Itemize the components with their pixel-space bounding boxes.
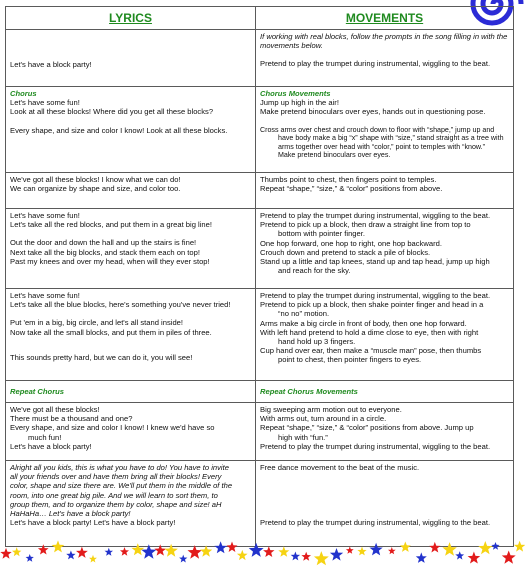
- movement-line: Pretend to play the trumpet during instrumental, wiggling to the beat.: [260, 211, 491, 220]
- chorus-title: Chorus: [10, 89, 37, 98]
- star-icon: [442, 542, 456, 556]
- star-icon: [278, 546, 289, 557]
- movements-note: If working with real blocks, follow the prompts in the song filling in with the movements below.: [260, 32, 508, 51]
- lyrics-cell: [6, 173, 256, 209]
- star-icon: [0, 548, 11, 559]
- movement-line: One hop forward, one hop to right, one hop backward.: [260, 238, 442, 248]
- star-icon: [455, 551, 464, 559]
- star-icon: [370, 543, 383, 556]
- movement-line: Pretend to play the trumpet during instrumental, wiggling to the beat.: [260, 59, 491, 69]
- movement-line: Stand up a little and tap knees, stand up and tap head, jump up high: [260, 257, 490, 267]
- movement-line: Pretend to pick up a block, then draw a straight line from top to: [260, 220, 471, 230]
- movements-cell: [256, 381, 514, 403]
- star-icon: [416, 552, 427, 563]
- movement-line: With arms out, turn around in a circle.: [260, 414, 387, 424]
- lyric-line: We can organize by shape and size, and color too.: [10, 184, 181, 194]
- star-icon: [388, 547, 396, 554]
- movement-line: Pretend to pick up a block, then shake pointer finger and head in a: [260, 300, 484, 310]
- star-icon: [105, 548, 114, 556]
- lyric-line: Let's have some fun!: [10, 98, 80, 108]
- lyric-line: Let's have a block party! Let's have a block party!: [10, 518, 176, 528]
- movement-line: Pretend to play the trumpet during instrumental, wiggling to the beat.: [260, 291, 491, 300]
- movements-cell: [256, 30, 514, 87]
- lyric-line: This sounds pretty hard, but we can do it, you will see!: [10, 352, 193, 362]
- star-icon: [52, 540, 65, 552]
- movement-line: point to chest, then pointer fingers to eyes.: [278, 355, 422, 365]
- lyric-line: Now take all the small blocks, and put them in piles of three.: [10, 327, 212, 337]
- star-icon: [26, 554, 34, 562]
- star-icon: [263, 546, 274, 557]
- star-icon: [154, 544, 166, 555]
- table-row: [6, 173, 514, 209]
- star-icon: [12, 547, 21, 556]
- table-row: [6, 87, 514, 173]
- lyric-line: Let's take all the blue blocks, here's something you've never tried!: [10, 300, 231, 310]
- lyric-line: Let's have some fun!: [10, 291, 80, 300]
- star-icon: [89, 555, 97, 563]
- header-row: [6, 7, 514, 30]
- star-icon: [120, 547, 129, 556]
- movement-line: With left hand pretend to hold a dime close to eye, then with right: [260, 327, 479, 337]
- movements-cell: [256, 87, 514, 173]
- star-icon: [314, 551, 329, 565]
- movement-line: Pretend to play the trumpet during instrumental, wiggling to the beat.: [260, 518, 491, 528]
- lyric-line: We've got all these blocks!: [10, 405, 100, 414]
- movements-cell: [256, 289, 514, 381]
- movement-line: have body make a big “x” shape with “size,” stand straight as a tree with: [278, 134, 504, 143]
- table-row: [6, 30, 514, 87]
- star-icon: [188, 545, 202, 559]
- lyric-line: We've got all these blocks! I know what we can do!: [10, 175, 181, 184]
- lyrics-cell: [6, 403, 256, 461]
- star-icon: [491, 542, 499, 550]
- movement-line: “no no” motion.: [278, 309, 330, 319]
- star-icon: [237, 550, 248, 560]
- movement-line: arms together over head with “color,” point to temples with “know.”: [278, 142, 485, 151]
- movement-line: Pretend to play the trumpet during instrumental, wiggling to the beat.: [260, 441, 491, 451]
- lyric-line: room, into one great big pile. And we will learn to sort them, to: [10, 490, 218, 500]
- repeat-chorus-movements-title: Repeat Chorus Movements: [260, 386, 358, 396]
- star-icon: [214, 541, 227, 553]
- lyrics-header: LYRICS: [6, 7, 256, 30]
- table-row: [6, 461, 514, 547]
- lyric-line: Every shape, and size and color I know! I knew we'd have so: [10, 423, 215, 433]
- lyric-line: HaHaHa… Let's have a block party!: [10, 509, 131, 519]
- repeat-chorus-title: Repeat Chorus: [10, 386, 65, 396]
- lyrics-cell: [6, 209, 256, 289]
- star-icon: [291, 552, 300, 561]
- lyric-line: Past my knees and over my head, when will they ever stop!: [10, 256, 210, 266]
- star-icon: [179, 555, 187, 563]
- star-icon: [131, 543, 144, 555]
- movement-line: and reach for the sky.: [278, 266, 351, 276]
- star-icon: [429, 542, 440, 553]
- star-icon: [357, 547, 366, 556]
- table-row: [6, 209, 514, 289]
- lyric-line: Out the door and down the hall and up the stairs is fine!: [10, 238, 197, 248]
- lyric-line: Every shape, and size and color I know! Look at all these blocks.: [10, 125, 228, 135]
- movement-line: Cup hand over ear, then make a “muscle man” pose, then thumbs: [260, 346, 482, 356]
- lyric-line: Let's take all the red blocks, and put them in a great big line!: [10, 220, 212, 230]
- movement-line: bottom with pointer finger.: [278, 229, 365, 239]
- movement-line: Cross arms over chest and crouch down to floor with “shape,” jump up and: [260, 125, 495, 134]
- song-table: [5, 6, 514, 547]
- lyric-line: much fun!: [28, 432, 62, 442]
- movement-line: Big sweeping arm motion out to everyone.: [260, 405, 402, 414]
- lyrics-cell: [6, 381, 256, 403]
- lyric-line: color, shape and size there are. We'll put them in the middle of the: [10, 481, 233, 491]
- star-icon: [164, 544, 178, 557]
- lyric-line: Alright all you kids, this is what you have to do! You have to invite: [10, 463, 229, 472]
- star-icon: [227, 542, 238, 553]
- lyrics-cell: [6, 30, 256, 87]
- movement-line: Repeat “shape,” “size,” & “color” positions from above. Jump up: [260, 423, 474, 433]
- star-icon: [141, 544, 156, 558]
- movement-line: hand hold up 3 fingers.: [278, 337, 356, 347]
- star-icon: [502, 551, 516, 564]
- movements-cell: [256, 209, 514, 289]
- lyrics-cell: [6, 87, 256, 173]
- movements-cell: [256, 461, 514, 547]
- movement-line: Make pretend binoculars over eyes.: [278, 151, 391, 160]
- table-row: [6, 403, 514, 461]
- star-icon: [38, 544, 49, 554]
- lyric-line: all your friends over and have them bring all their blocks! Every: [10, 472, 222, 482]
- movements-cell: [256, 403, 514, 461]
- lyric-line: Let's have some fun!: [10, 211, 80, 220]
- star-icon: [76, 547, 88, 558]
- movements-cell: [256, 173, 514, 209]
- star-icon: [301, 552, 311, 561]
- star-icon: [200, 545, 212, 557]
- movement-line: Repeat “shape,” “size,” & “color” positions from above.: [260, 184, 443, 194]
- lyrics-cell: [6, 289, 256, 381]
- star-icon: [478, 541, 492, 554]
- lyric-line: Look at all these blocks! Where did you get all these blocks?: [10, 107, 214, 117]
- star-icon: [468, 552, 481, 564]
- star-icon: [400, 542, 411, 552]
- movement-line: Thumbs point to chest, then fingers point to temples.: [260, 175, 437, 184]
- star-icon: [514, 541, 525, 552]
- lyric-line: Put 'em in a big, big circle, and let's all stand inside!: [10, 318, 184, 328]
- lyric-line: group them, and to organize them by color, shape and size! aH: [10, 499, 222, 509]
- star-icon: [249, 543, 264, 557]
- lyric-line: There must be a thousand and one?: [10, 414, 133, 424]
- star-border: [0, 538, 525, 566]
- star-icon: [346, 546, 354, 553]
- lyric-line: Let's have a block party!: [10, 441, 92, 451]
- movements-header: MOVEMENTS: [256, 7, 514, 30]
- movement-line: Make pretend binoculars over eyes, hands out in questioning pose.: [260, 107, 486, 117]
- star-icon: [66, 551, 75, 560]
- lyric-line: Next take all the big blocks, and stack them each on top!: [10, 247, 200, 257]
- lyrics-cell: [6, 461, 256, 547]
- lyric-line: Let's have a block party!: [10, 60, 92, 69]
- star-icon: [330, 548, 343, 561]
- movement-line: high with “fun.”: [278, 432, 328, 442]
- table-row: [6, 381, 514, 403]
- cross-arms-instructions: [260, 126, 509, 160]
- movement-line: Arms make a big circle in front of body, then one hop forward.: [260, 318, 467, 328]
- movement-line: Crouch down and pretend to stack a pile of blocks.: [260, 247, 431, 257]
- chorus-movements-title: Chorus Movements: [260, 89, 331, 98]
- movement-line: Free dance movement to the beat of the music.: [260, 463, 420, 472]
- movement-line: Jump up high in the air!: [260, 98, 339, 108]
- table-row: [6, 289, 514, 381]
